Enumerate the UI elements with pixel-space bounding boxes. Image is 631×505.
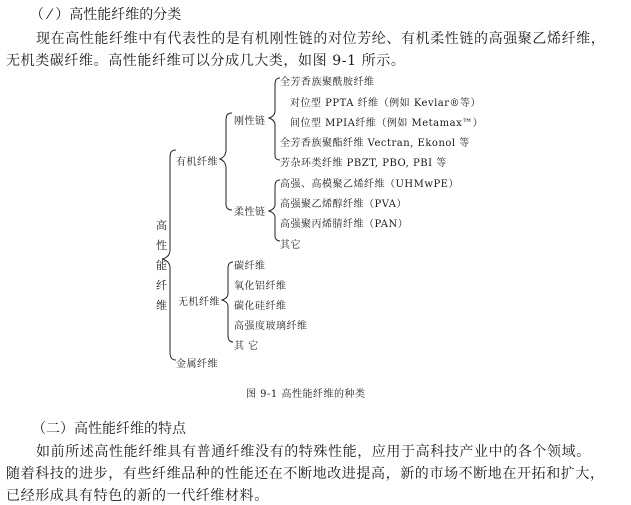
node-flexible-chain: 柔性链	[234, 207, 266, 218]
root-char: 能	[156, 259, 167, 272]
rigid-item: 全芳香族聚酯纤维 Vectran, Ekonol 等	[280, 138, 470, 149]
root-char: 性	[156, 239, 167, 252]
section-heading-characteristics: （二）高性能纤维的特点	[32, 421, 186, 437]
figure-caption: 图 9-1 高性能纤维的种类	[246, 389, 366, 400]
inorganic-item: 碳纤维	[234, 261, 266, 272]
paragraph-line: 现在高性能纤维中有代表性的是有机刚性链的对位芳纶、有机柔性链的高强聚乙烯纤维，	[36, 31, 606, 47]
inorganic-item: 高强度玻璃纤维	[234, 321, 308, 332]
section-heading-classification: （ ⁄ ）高性能纤维的分类	[30, 7, 182, 23]
flexible-item: 高强聚丙烯腈纤维（PAN）	[280, 219, 409, 230]
root-label-high-performance-fiber	[156, 216, 170, 316]
node-rigid-chain: 刚性链	[234, 116, 266, 127]
node-organic-fiber: 有机纤维	[176, 157, 218, 168]
paragraph-line: 已经形成具有特色的新的一代纤维材料。	[6, 488, 269, 504]
paragraph-line: 如前所述高性能纤维具有普通纤维没有的特殊性能，应用于高科技产业中的各个领域。	[36, 444, 591, 460]
paragraph-line: 随着科技的进步，有些纤维品种的性能还在不断地改进提高，新的市场不断地在开拓和扩大，	[6, 466, 605, 482]
flexible-item: 高强、高模聚乙烯纤维（UHMwPE）	[280, 179, 459, 190]
flexible-item: 高强聚乙烯醇纤维（PVA）	[280, 199, 407, 210]
inorganic-item: 其 它	[234, 341, 259, 352]
inorganic-item: 氧化铝纤维	[234, 281, 287, 292]
flexible-item: 其它	[280, 240, 301, 251]
inorganic-item: 碳化硅纤维	[234, 301, 287, 312]
node-metal-fiber: 金属纤维	[176, 359, 218, 370]
rigid-item: 芳杂环类纤维 PBZT, PBO, PBI 等	[280, 158, 447, 169]
rigid-item: 间位型 MPIA纤维（例如 Metamax™）	[290, 118, 484, 129]
root-char: 纤	[156, 279, 167, 292]
node-inorganic-fiber: 无机纤维	[178, 297, 220, 308]
root-char: 高	[156, 219, 167, 232]
paragraph-line: 无机类碳纤维。高性能纤维可以分成几大类，如图 9-1 所示。	[6, 53, 406, 69]
rigid-item: 对位型 PPTA 纤维（例如 Kevlar®等）	[290, 98, 482, 109]
rigid-item: 全芳香族聚酰胺纤维	[280, 77, 375, 88]
root-char: 维	[156, 299, 167, 312]
